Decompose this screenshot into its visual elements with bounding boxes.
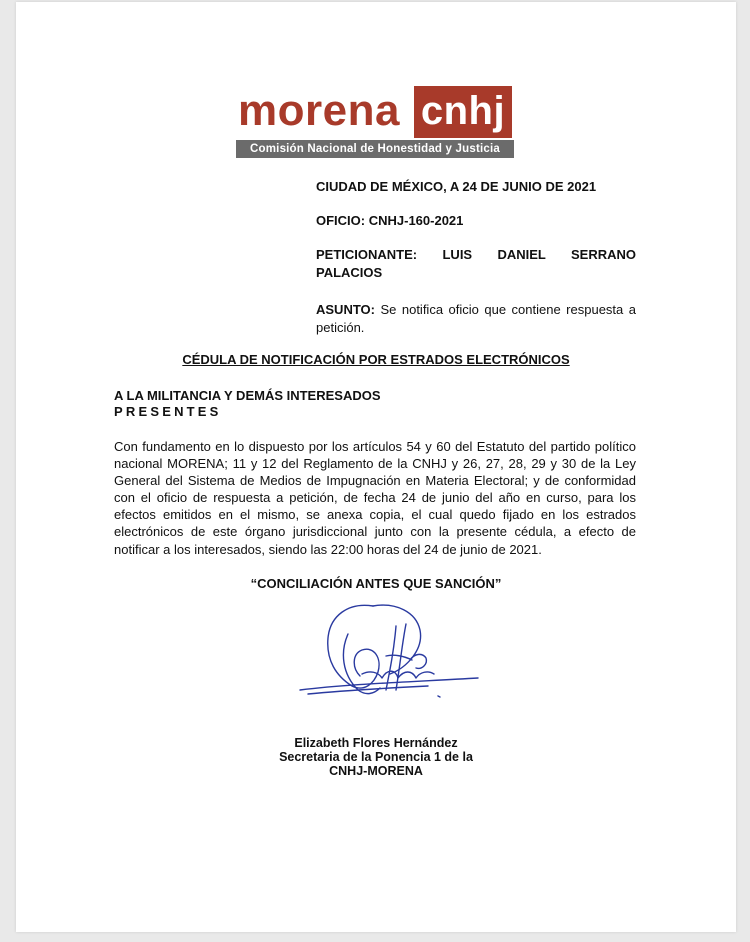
logo-acronym-box: cnhj [414, 86, 512, 138]
logo-brand-text: morena [238, 86, 400, 135]
motto: “CONCILIACIÓN ANTES QUE SANCIÓN” [250, 576, 502, 591]
asunto-text: Se notifica oficio que contiene respuesta a petición. [316, 302, 636, 335]
signer-block [16, 736, 736, 778]
logo-subtitle-bar: Comisión Nacional de Honestidad y Justicia [236, 140, 514, 158]
addressee-line2: PRESENTES [114, 404, 222, 419]
document-title: CÉDULA DE NOTIFICACIÓN POR ESTRADOS ELECTRÓNICOS [182, 352, 570, 367]
asunto-label: ASUNTO: [316, 302, 375, 317]
signer-role-line1: Secretaria de la Ponencia 1 de la [279, 750, 473, 764]
peticionante [316, 246, 636, 282]
asunto [316, 301, 636, 337]
peticionante-line1: PETICIONANTE: LUIS DANIEL SERRANO [316, 247, 636, 262]
handwritten-signature [278, 594, 488, 724]
peticionante-line2: PALACIOS [316, 265, 383, 280]
logo-top [236, 84, 514, 140]
addressee [114, 388, 534, 420]
document-page [16, 2, 736, 932]
body-paragraph: Con fundamento en lo dispuesto por los artículos 54 y 60 del Estatuto del partido político nacional MORENA; 11 y 12 del Reglamento de la CNHJ y 26, 27, 28, 29 y 30 de la Ley General del Sistema de Medios de Impugnación en Materia Electoral; y de conformidad con el oficio de respuesta a petición, de fecha 24 de junio del año en curso, para los efectos emitidos en el mismo, se anexa copia, el cual quedo fijado en los estrados electrónicos de este órgano jurisdiccional junto con la presente cédula, a efecto de notificar a los interesados, siendo las 22:00 horas del 24 de junio de 2021. [114, 439, 636, 557]
signer-name: Elizabeth Flores Hernández [294, 736, 458, 750]
signature-graphic [278, 594, 488, 724]
addressee-line1: A LA MILITANCIA Y DEMÁS INTERESADOS [114, 388, 381, 403]
oficio-number: OFICIO: CNHJ-160-2021 [316, 213, 464, 228]
city-date: CIUDAD DE MÉXICO, A 24 DE JUNIO DE 2021 [316, 179, 597, 194]
morena-cnhj-logo [236, 84, 514, 158]
signer-role-line2: CNHJ-MORENA [329, 764, 423, 778]
